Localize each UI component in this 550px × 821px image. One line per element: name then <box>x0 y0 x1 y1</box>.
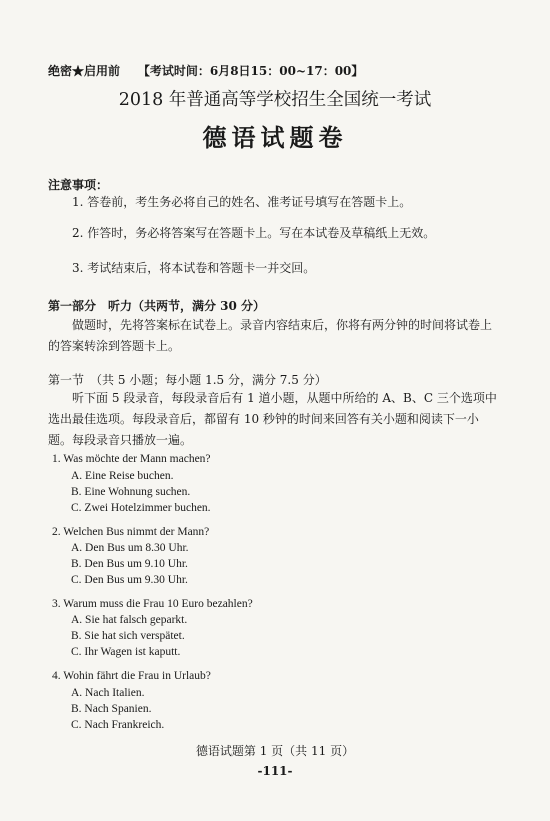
question-option: B. Sie hat sich verspätet. <box>71 630 185 642</box>
part-heading: 第一部分 听力（共两节，满分 30 分） <box>48 299 266 313</box>
question-option: B. Den Bus um 9.10 Uhr. <box>71 558 188 570</box>
question-option: C. Nach Frankreich. <box>71 719 165 731</box>
exam-title: 2018 年普通高等学校招生全国统一考试 <box>118 90 432 110</box>
question-stem: 1. Was möchte der Mann machen? <box>52 453 211 465</box>
question-option: A. Nach Italien. <box>71 687 145 699</box>
section-heading: 第一节 （共 5 小题；每小题 1.5 分，满分 7.5 分） <box>48 373 327 387</box>
question-option: B. Nach Spanien. <box>71 703 152 715</box>
notice-item: 3. 考试结束后，将本试卷和答题卡一并交回。 <box>72 261 316 275</box>
notice-item: 2. 作答时，务必将答案写在答题卡上。写在本试卷及草稿纸上无效。 <box>72 226 436 240</box>
question-option: A. Den Bus um 8.30 Uhr. <box>71 542 189 554</box>
question-option: C. Zwei Hotelzimmer buchen. <box>71 502 211 514</box>
question-stem: 4. Wohin fährt die Frau in Urlaub? <box>52 670 211 682</box>
notice-heading: 注意事项： <box>48 178 109 192</box>
part-instruction: 做题时，先将答案标在试卷上。录音内容结束后，你将有两分钟的时间将试卷上的答案转涂到答题卡上。 <box>48 318 493 353</box>
question-option: A. Sie hat falsch geparkt. <box>71 614 188 626</box>
notice-item: 1. 答卷前，考生务必将自己的姓名、准考证号填写在答题卡上。 <box>72 195 412 209</box>
question-stem: 2. Welchen Bus nimmt der Mann? <box>52 526 210 538</box>
page-footer: 德语试题第 1 页（共 11 页） <box>195 744 355 758</box>
exam-header <box>48 62 363 79</box>
confidential-label: 绝密★启用前 <box>48 64 121 78</box>
paper-title: 德语试题卷 <box>202 123 348 152</box>
page-number: -111- <box>257 764 293 778</box>
question-option: C. Den Bus um 9.30 Uhr. <box>71 574 188 586</box>
question-option: C. Ihr Wagen ist kaputt. <box>71 646 181 658</box>
section-instruction: 听下面 5 段录音，每段录音后有 1 道小题，从题中所给的 A、B、C 三个选项中选出最佳选项。每段录音后，都留有 10 秒钟的时间来回答有关小题和阅读下一小题。每段录音只播放一遍。 <box>48 391 497 447</box>
question-option: A. Eine Reise buchen. <box>71 470 174 482</box>
exam-time: 【考试时间：6月8日15：00~17：00】 <box>137 64 364 78</box>
question-option: B. Eine Wohnung suchen. <box>71 486 191 498</box>
question-stem: 3. Warum muss die Frau 10 Euro bezahlen? <box>52 598 253 610</box>
